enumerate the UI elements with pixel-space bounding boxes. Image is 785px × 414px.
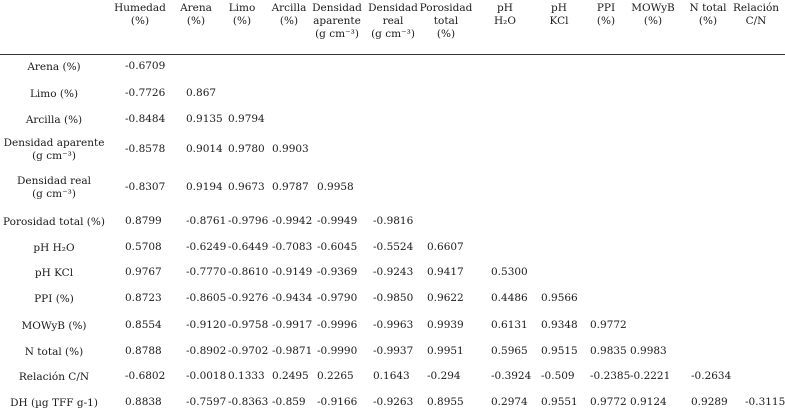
table-cell: -0.9434 bbox=[272, 292, 313, 304]
table-cell: -0.8902 bbox=[186, 345, 227, 357]
table-cell: 0.6131 bbox=[491, 319, 528, 331]
table-cell: 0.8554 bbox=[125, 319, 162, 331]
row-label-10 bbox=[0, 346, 108, 359]
table-cell: -0.9120 bbox=[186, 319, 227, 331]
table-cell: -0.8484 bbox=[125, 113, 166, 125]
table-cell: -0.9263 bbox=[373, 396, 414, 408]
table-cell: -0.2385 bbox=[590, 370, 631, 382]
column-header-line: (%) bbox=[186, 15, 206, 27]
table-cell: -0.6802 bbox=[125, 370, 166, 382]
column-header-line: (%) bbox=[643, 15, 663, 27]
table-cell: -0.5524 bbox=[373, 241, 414, 253]
table-cell: 0.867 bbox=[186, 87, 217, 99]
table-cell: -0.9917 bbox=[272, 319, 313, 331]
table-cell: -0.8578 bbox=[125, 143, 166, 155]
table-cell: 0.8788 bbox=[125, 345, 162, 357]
row-label-line: Porosidad total (%) bbox=[3, 215, 105, 228]
table-cell: -0.3115 bbox=[745, 396, 785, 408]
table-cell: 0.9348 bbox=[541, 319, 578, 331]
table-cell: 0.9772 bbox=[590, 396, 627, 408]
table-cell: 0.9951 bbox=[427, 345, 464, 357]
table-cell: -0.9758 bbox=[228, 319, 269, 331]
row-label-line: Arcilla (%) bbox=[25, 113, 83, 126]
table-cell: -0.9949 bbox=[317, 215, 358, 227]
row-label-12 bbox=[0, 397, 108, 410]
row-label-line: Limo (%) bbox=[29, 87, 79, 100]
column-header-line: Humedad bbox=[114, 2, 166, 14]
table-cell: 0.9673 bbox=[228, 181, 265, 193]
table-cell: -0.7726 bbox=[125, 87, 166, 99]
table-cell: 0.9787 bbox=[272, 181, 309, 193]
table-cell: 0.5300 bbox=[491, 266, 528, 278]
table-cell: 0.9124 bbox=[630, 396, 667, 408]
table-cell: -0.6449 bbox=[228, 241, 269, 253]
row-label-2 bbox=[0, 114, 108, 127]
column-header-line: (%) bbox=[596, 15, 616, 27]
table-cell: 0.9835 bbox=[590, 345, 627, 357]
table-cell: -0.9796 bbox=[228, 215, 269, 227]
column-header-line: real bbox=[382, 15, 404, 27]
table-cell: 0.1643 bbox=[373, 370, 410, 382]
table-cell: -0.9942 bbox=[272, 215, 313, 227]
table-cell: -0.294 bbox=[427, 370, 461, 382]
table-cell: 0.9780 bbox=[228, 143, 265, 155]
column-header-line: Limo bbox=[228, 2, 256, 14]
table-cell: 0.8955 bbox=[427, 396, 464, 408]
table-cell: 0.9417 bbox=[427, 266, 464, 278]
column-header-line: Densidad bbox=[312, 2, 362, 14]
table-cell: 0.9772 bbox=[590, 319, 627, 331]
table-cell: 0.9551 bbox=[541, 396, 578, 408]
table-cell: -0.9937 bbox=[373, 345, 414, 357]
row-label-5 bbox=[0, 216, 108, 229]
table-cell: -0.6709 bbox=[125, 60, 166, 72]
row-label-7 bbox=[0, 267, 108, 280]
table-cell: -0.509 bbox=[541, 370, 575, 382]
table-cell: 0.9983 bbox=[630, 345, 667, 357]
table-cell: 0.8799 bbox=[125, 215, 162, 227]
column-header-line: Arcilla bbox=[271, 2, 307, 14]
table-cell: -0.8363 bbox=[228, 396, 269, 408]
column-header-line: MOWyB bbox=[631, 2, 675, 14]
column-header-line: N total bbox=[689, 2, 727, 14]
column-header-line: Porosidad bbox=[419, 2, 473, 14]
table-cell: -0.9963 bbox=[373, 319, 414, 331]
table-cell: 0.1333 bbox=[228, 370, 265, 382]
table-cell: -0.9871 bbox=[272, 345, 313, 357]
column-header-line: (%) bbox=[232, 15, 252, 27]
table-cell: 0.9767 bbox=[125, 266, 162, 278]
table-cell: 0.2495 bbox=[272, 370, 309, 382]
column-header-line: pH bbox=[497, 2, 513, 14]
table-cell: -0.859 bbox=[272, 396, 306, 408]
row-label-line: Arena (%) bbox=[27, 60, 81, 73]
row-label-line: pH KCl bbox=[34, 266, 74, 279]
row-label-4 bbox=[0, 175, 108, 201]
row-label-line: DH (µg TFF g-1) bbox=[10, 396, 98, 409]
row-label-line: Densidad real bbox=[16, 175, 92, 187]
table-cell: -0.6249 bbox=[186, 241, 227, 253]
column-header-line: pH bbox=[551, 2, 567, 14]
row-label-line: (g cm⁻³) bbox=[32, 150, 76, 162]
row-label-11 bbox=[0, 371, 108, 384]
row-label-line: MOWyB (%) bbox=[21, 319, 87, 332]
row-label-0 bbox=[0, 61, 108, 74]
column-header-line: aparente bbox=[313, 15, 361, 27]
row-label-1 bbox=[0, 88, 108, 101]
table-cell: 0.9135 bbox=[186, 113, 223, 125]
table-cell: -0.2634 bbox=[691, 370, 732, 382]
table-cell: -0.7770 bbox=[186, 266, 227, 278]
table-cell: -0.9369 bbox=[317, 266, 358, 278]
table-cell: 0.6607 bbox=[427, 241, 464, 253]
table-cell: -0.9276 bbox=[228, 292, 269, 304]
table-cell: 0.2265 bbox=[317, 370, 354, 382]
table-cell: 0.9958 bbox=[317, 181, 354, 193]
table-cell: -0.9816 bbox=[373, 215, 414, 227]
table-cell: 0.9515 bbox=[541, 345, 578, 357]
column-header-12 bbox=[716, 2, 785, 54]
table-cell: 0.9289 bbox=[691, 396, 728, 408]
column-header-line: (%) bbox=[698, 15, 718, 27]
row-label-line: pH H₂O bbox=[33, 241, 75, 254]
column-header-line: (%) bbox=[130, 15, 150, 27]
row-label-3 bbox=[0, 137, 108, 163]
row-label-8 bbox=[0, 293, 108, 306]
row-label-line: PPI (%) bbox=[34, 292, 74, 305]
table-cell: -0.2221 bbox=[630, 370, 671, 382]
table-cell: -0.9149 bbox=[272, 266, 313, 278]
table-cell: -0.7597 bbox=[186, 396, 227, 408]
column-header-line: Relación bbox=[732, 2, 780, 14]
row-label-line: N total (%) bbox=[24, 345, 84, 358]
table-cell: -0.8610 bbox=[228, 266, 269, 278]
table-cell: 0.9622 bbox=[427, 292, 464, 304]
table-cell: 0.9794 bbox=[228, 113, 265, 125]
table-cell: 0.8723 bbox=[125, 292, 162, 304]
table-cell: -0.9850 bbox=[373, 292, 414, 304]
table-cell: -0.9702 bbox=[228, 345, 269, 357]
column-header-line: Arena bbox=[180, 2, 212, 14]
table-cell: 0.9194 bbox=[186, 181, 223, 193]
table-cell: 0.9903 bbox=[272, 143, 309, 155]
table-cell: 0.5708 bbox=[125, 241, 162, 253]
table-cell: -0.8307 bbox=[125, 181, 166, 193]
column-header-line: C/N bbox=[745, 15, 767, 27]
table-cell: 0.4486 bbox=[491, 292, 528, 304]
column-header-line: total bbox=[433, 15, 459, 27]
row-label-line: (g cm⁻³) bbox=[32, 188, 76, 200]
column-header-line: PPI bbox=[596, 2, 616, 14]
column-header-line: (%) bbox=[279, 15, 299, 27]
table-cell: -0.9166 bbox=[317, 396, 358, 408]
column-header-line: KCl bbox=[549, 15, 569, 27]
column-header-line: H₂O bbox=[494, 15, 516, 27]
table-cell: 0.5965 bbox=[491, 345, 528, 357]
row-label-9 bbox=[0, 320, 108, 333]
table-cell: 0.8838 bbox=[125, 396, 162, 408]
header-rule bbox=[0, 54, 785, 55]
column-header-line: (g cm⁻³) bbox=[371, 28, 415, 40]
table-cell: -0.7083 bbox=[272, 241, 313, 253]
table-cell: -0.9790 bbox=[317, 292, 358, 304]
row-label-line: Densidad aparente bbox=[3, 137, 105, 149]
table-cell: -0.8605 bbox=[186, 292, 227, 304]
table-cell: -0.9243 bbox=[373, 266, 414, 278]
row-label-line: Relación C/N bbox=[18, 370, 90, 383]
column-header-line: (%) bbox=[436, 28, 456, 40]
table-cell: -0.9990 bbox=[317, 345, 358, 357]
column-header-line: Densidad bbox=[368, 2, 418, 14]
table-cell: -0.9996 bbox=[317, 319, 358, 331]
table-cell: 0.2974 bbox=[491, 396, 528, 408]
table-cell: 0.9566 bbox=[541, 292, 578, 304]
column-header-line: (g cm⁻³) bbox=[315, 28, 359, 40]
table-cell: -0.8761 bbox=[186, 215, 227, 227]
row-label-6 bbox=[0, 242, 108, 255]
table-cell: 0.9014 bbox=[186, 143, 223, 155]
table-cell: -0.3924 bbox=[491, 370, 532, 382]
table-cell: -0.0018 bbox=[186, 370, 227, 382]
table-cell: 0.9939 bbox=[427, 319, 464, 331]
table-cell: -0.6045 bbox=[317, 241, 358, 253]
